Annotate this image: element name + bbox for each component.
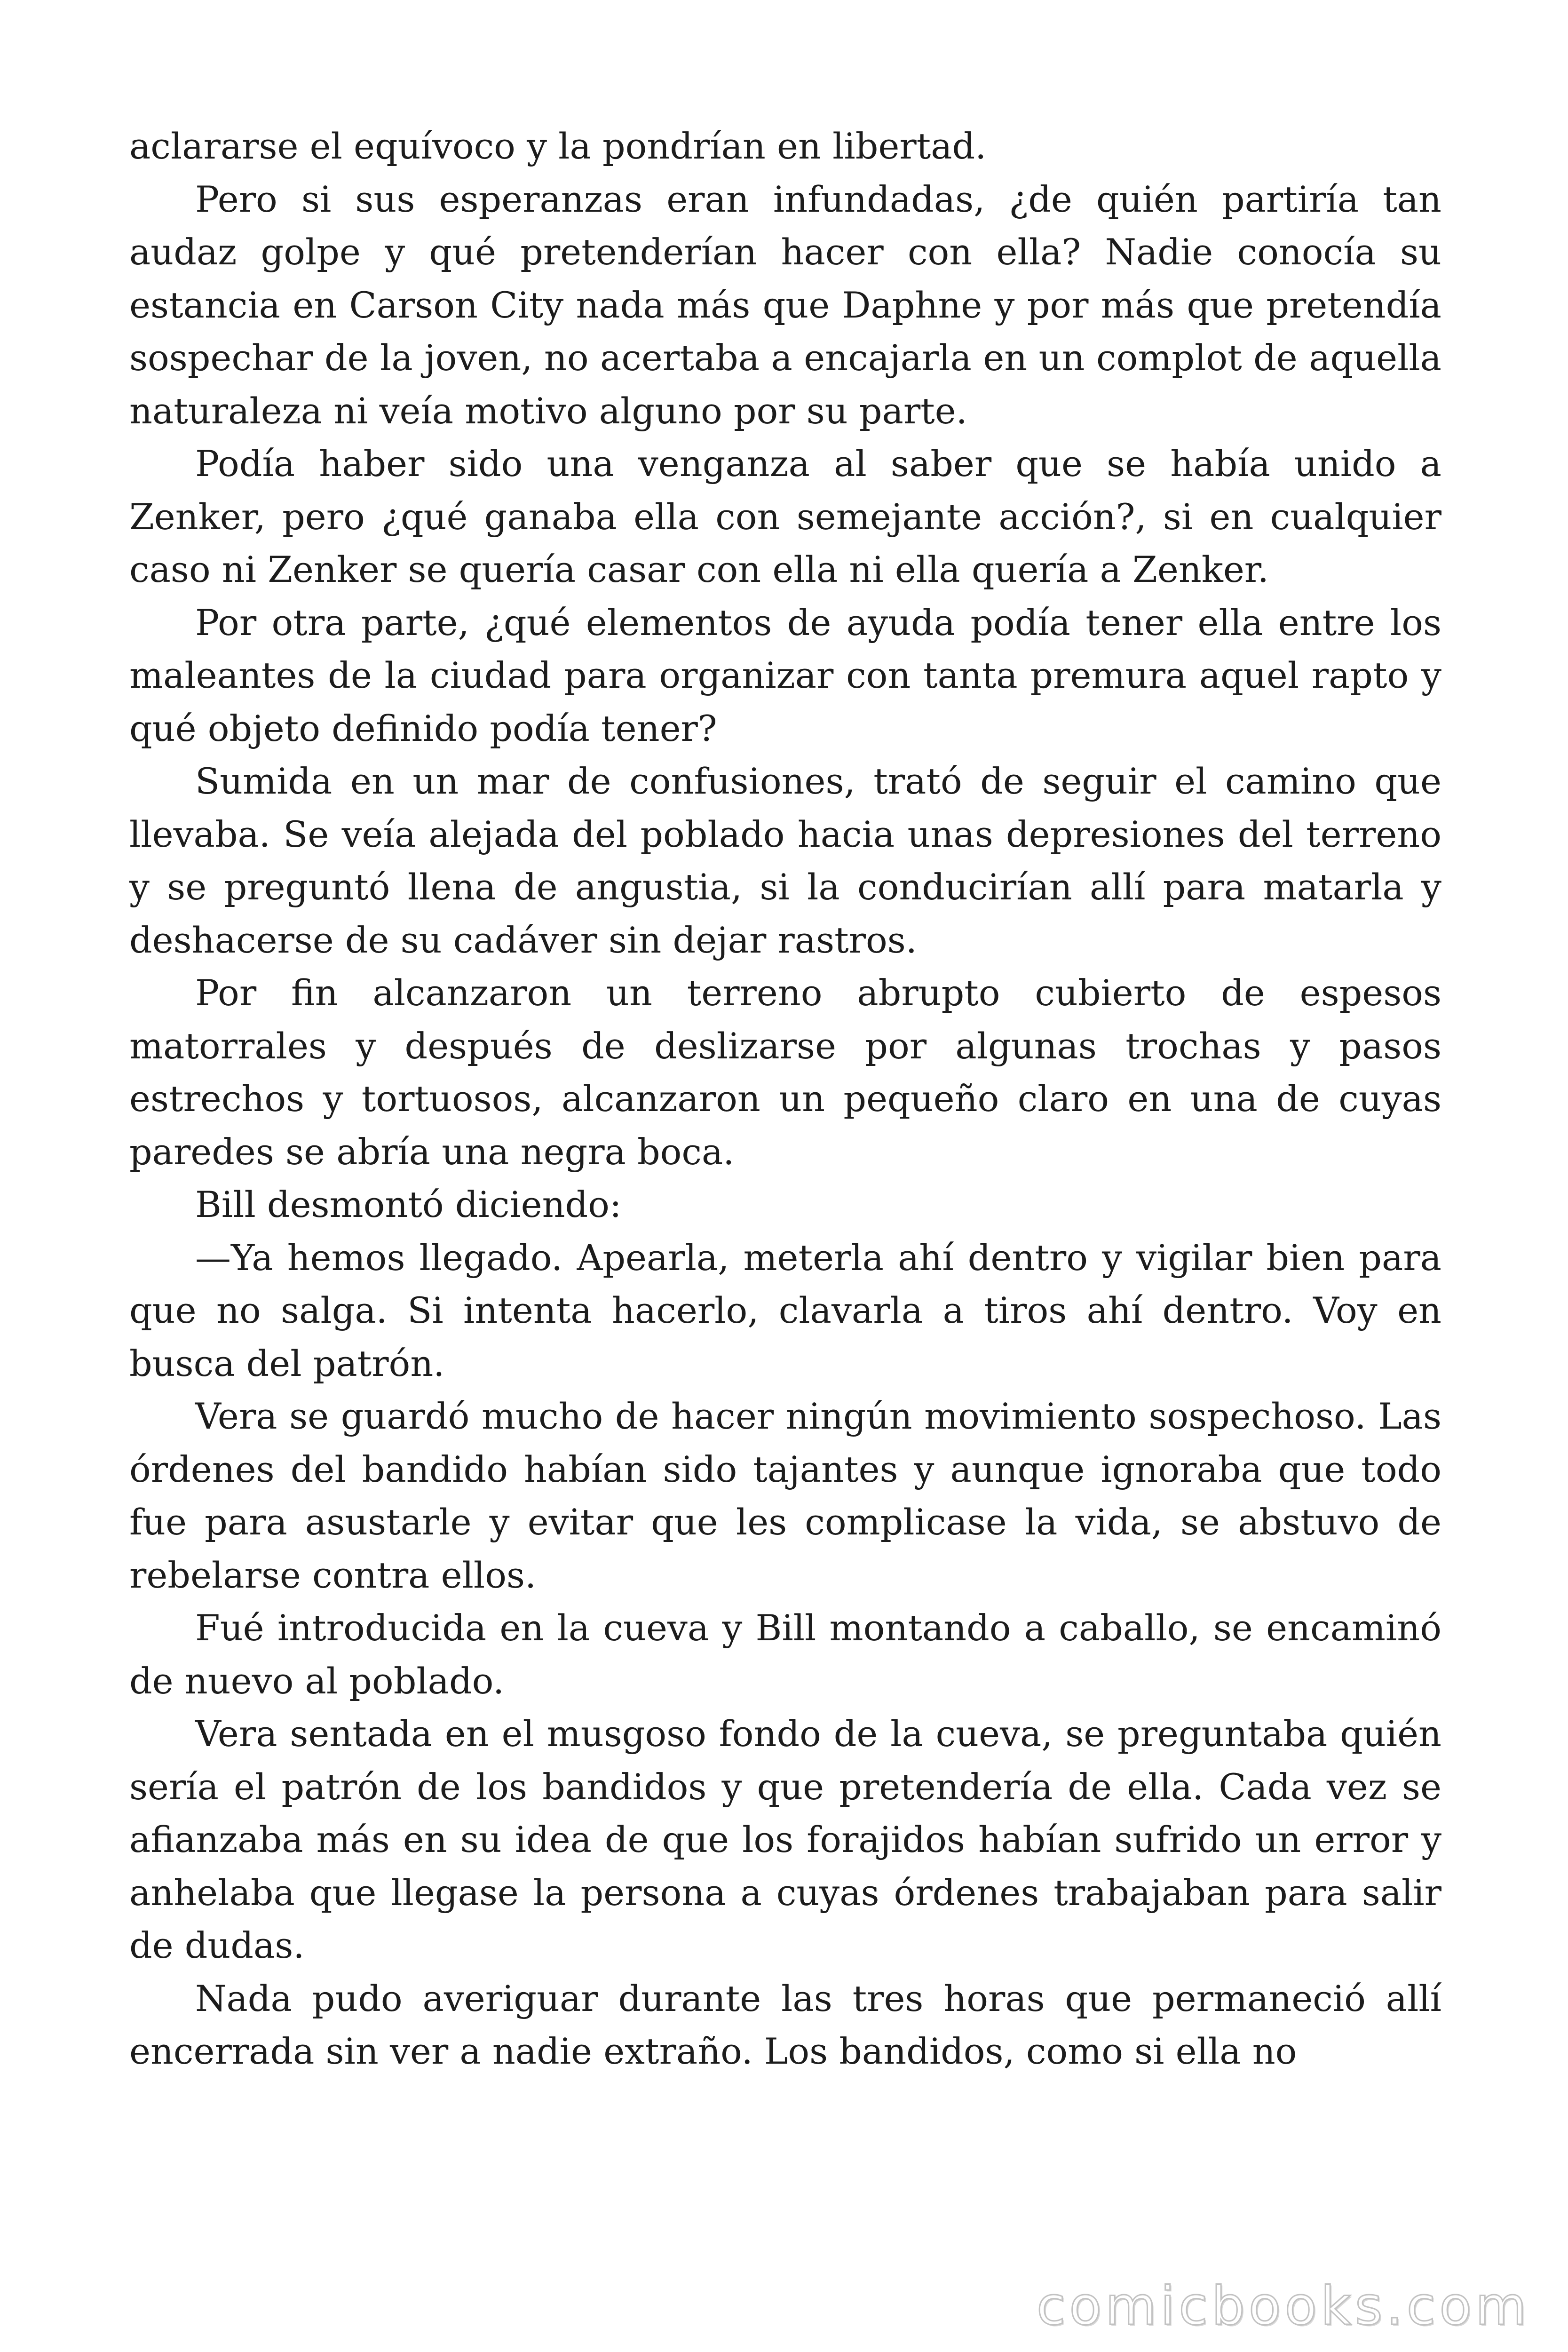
paragraph-5: Sumida en un mar de confusiones, trató de seguir el camino que llevaba. Se veía alejada del poblado hacia unas depresiones del terreno y se preguntó llena de angustia, si la conducirían allí para matarla y deshacerse de su cadáver sin dejar rastros. bbox=[129, 760, 1441, 961]
paragraph-2: Pero si sus esperanzas eran infundadas, ¿de quién partiría tan audaz golpe y qué pretenderían hacer con ella? Nadie conocía su estancia en Carson City nada más que Daphne y por más que pretendía sospechar de la joven, no acertaba a encajarla en un complot de aquella naturaleza ni veía motivo alguno por su parte. bbox=[129, 178, 1441, 432]
watermark-logo: comicbooks.com bbox=[1036, 2276, 1530, 2337]
paragraph-4: Por otra parte, ¿qué elementos de ayuda podía tener ella entre los maleantes de la ciudad para organizar con tanta premura aquel rapto y qué objeto definido podía tener? bbox=[129, 601, 1441, 749]
paragraph-11: Vera sentada en el musgoso fondo de la cueva, se preguntaba quién sería el patrón de los bandidos y que pretendería de ella. Cada vez se afianzaba más en su idea de que los forajidos habían sufrido un error y anhelaba que llegase la persona a cuyas órdenes trabajaban para salir de dudas. bbox=[129, 1713, 1441, 1966]
body-text bbox=[129, 120, 1441, 2078]
paragraph-7: Bill desmontó diciendo: bbox=[195, 1184, 622, 1225]
paragraph-12: Nada pudo averiguar durante las tres horas que permaneció allí encerrada sin ver a nadie extraño. Los bandidos, como si ella no bbox=[129, 1977, 1441, 2072]
paragraph-3: Podía haber sido una venganza al saber que se había unido a Zenker, pero ¿qué ganaba ella con semejante acción?, si en cualquier caso ni Zenker se quería casar con ella ni ella quería a Zenker. bbox=[129, 443, 1441, 590]
paragraph-8: —Ya hemos llegado. Apearla, meterla ahí dentro y vigilar bien para que no salga. Si intenta hacerlo, clavarla a tiros ahí dentro. Voy en busca del patrón. bbox=[129, 1236, 1441, 1384]
paragraph-1: aclararse el equívoco y la pondrían en libertad. bbox=[129, 125, 987, 167]
paragraph-6: Por fin alcanzaron un terreno abrupto cubierto de espesos matorrales y después de deslizarse por algunas trochas y pasos estrechos y tortuosos, alcanzaron un pequeño claro en una de cuyas paredes se abría una negra boca. bbox=[129, 972, 1441, 1173]
paragraph-10: Fué introducida en la cueva y Bill montando a caballo, se encaminó de nuevo al poblado. bbox=[129, 1607, 1441, 1702]
paragraph-9: Vera se guardó mucho de hacer ningún movimiento sospechoso. Las órdenes del bandido habían sido tajantes y aunque ignoraba que todo fue para asustarle y evitar que les complicase la vida, se abstuvo de rebelarse contra ellos. bbox=[129, 1395, 1441, 1596]
